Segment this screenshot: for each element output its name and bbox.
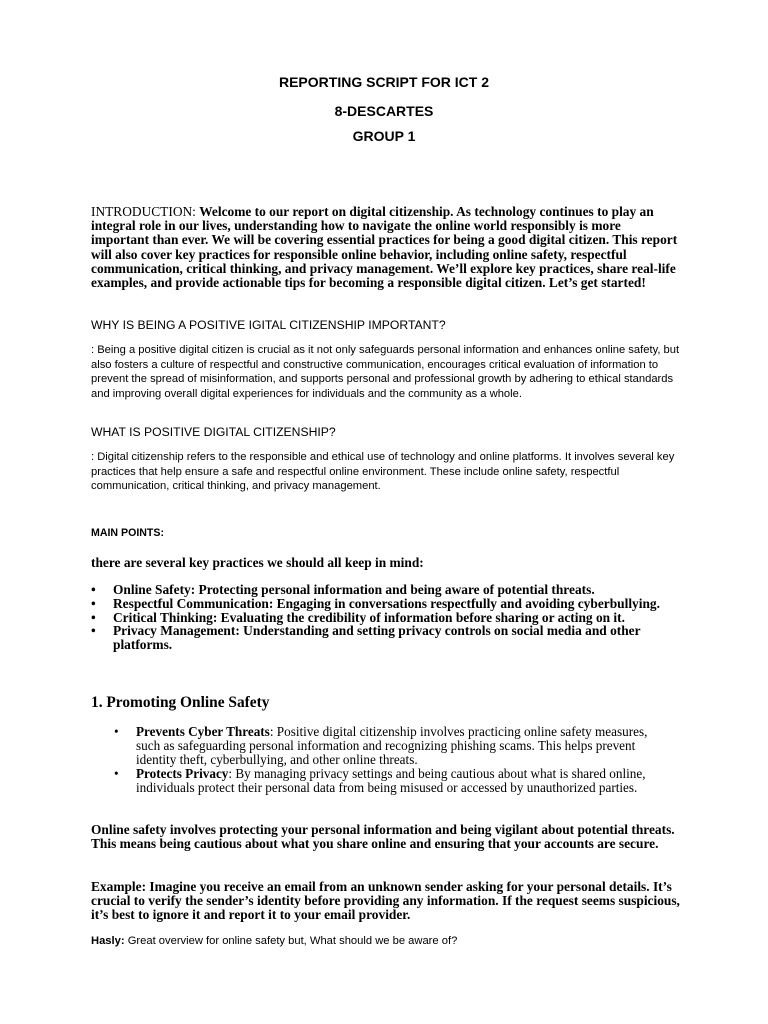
list-item: • Critical Thinking: Evaluating the credibility of information before sharing or acting on it. — [91, 609, 625, 625]
main-points-intro: there are several key practices we should all keep in mind: — [91, 555, 424, 570]
list-item-text: : By managing privacy settings and being cautious about what is shared online, individuals protect their personal data from being misused or accessed by unauthorized parties. — [136, 765, 646, 795]
bullet-icon: • — [91, 582, 96, 597]
list-item — [114, 767, 674, 795]
report-title: REPORTING SCRIPT FOR ICT 2 — [278, 74, 489, 90]
speaker-name: Hasly: — [91, 935, 125, 947]
list-item-title: Prevents Cyber Threats — [136, 724, 270, 739]
example-paragraph: Example: Imagine you receive an email from an unknown sender asking for your personal details. It’s crucial to verify the sender’s identity before providing any information. If the request seems suspicious, it’s best to ignore it and report it to your email provider. — [91, 879, 680, 922]
bullet-icon: • — [114, 724, 119, 739]
list-item-text: : Positive digital citizenship involves practicing online safety measures, such as safeguarding personal information and recognizing phishing scams. This helps prevent identity theft, cyberbullying, and other online threats. — [136, 724, 648, 767]
bullet-icon: • — [91, 595, 96, 611]
list-item — [114, 725, 674, 767]
bullet-icon: • — [91, 623, 96, 639]
group-label: GROUP 1 — [352, 128, 416, 144]
list-item-title: Protects Privacy — [136, 765, 229, 781]
list-item: • Privacy Management: Understanding and setting privacy controls on social media and other platforms. — [91, 623, 641, 653]
online-safety-list — [114, 725, 674, 795]
introduction-paragraph — [91, 205, 681, 290]
section-heading: 1. Promoting Online Safety — [91, 694, 270, 711]
dialogue-text: Great overview for online safety but, What should we be aware of? — [124, 935, 458, 947]
bullet-icon: • — [114, 765, 119, 781]
what-paragraph: : Digital citizenship refers to the responsible and ethical use of technology and online platforms. It involves several key practices that help ensure a safe and respectful online environment. These include online safety, respectful communication, critical thinking, and privacy management. — [91, 451, 675, 493]
why-paragraph: : Being a positive digital citizen is crucial as it not only safeguards personal information and enhances online safety, but also fosters a culture of respectful and constructive communication, encourages critical evaluation of information to prevent the spread of misinformation, and supports personal and professional growth by adhering to ethical standards and improving overall digital experiences for individuals and the community as a whole. — [91, 344, 680, 400]
dialogue-line — [91, 935, 681, 947]
list-item: • Online Safety: Protecting personal information and being aware of potential threats. — [91, 582, 595, 597]
class-section: 8-DESCARTES — [334, 103, 434, 119]
main-points-heading: MAIN POINTS: — [91, 527, 164, 539]
bullet-icon: • — [91, 609, 96, 625]
why-heading: WHY IS BEING A POSITIVE IGITAL CITIZENSHIP IMPORTANT? — [91, 318, 446, 332]
what-heading: WHAT IS POSITIVE DIGITAL CITIZENSHIP? — [91, 425, 336, 439]
introduction-text: Welcome to our report on digital citizenship. As technology continues to play an integral role in our lives, understanding how to navigate the online world responsibly is more important than ever. We will be covering essential practices for being a good digital citizen. This report will also cover key practices for responsible online behavior, including online safety, respectful communication, critical thinking, and privacy management. We’ll explore key practices, share real-life examples, and provide actionable tips for becoming a responsible digital citizen. Let’s get started! — [91, 204, 678, 291]
online-safety-paragraph: Online safety involves protecting your personal information and being vigilant about potential threats. This means being cautious about what you share online and ensuring that your accounts are secure. — [91, 822, 675, 851]
introduction-label: INTRODUCTION: — [91, 204, 196, 219]
list-item: • Respectful Communication: Engaging in conversations respectfully and avoiding cyberbullying. — [91, 595, 660, 611]
main-points-list — [91, 583, 681, 652]
